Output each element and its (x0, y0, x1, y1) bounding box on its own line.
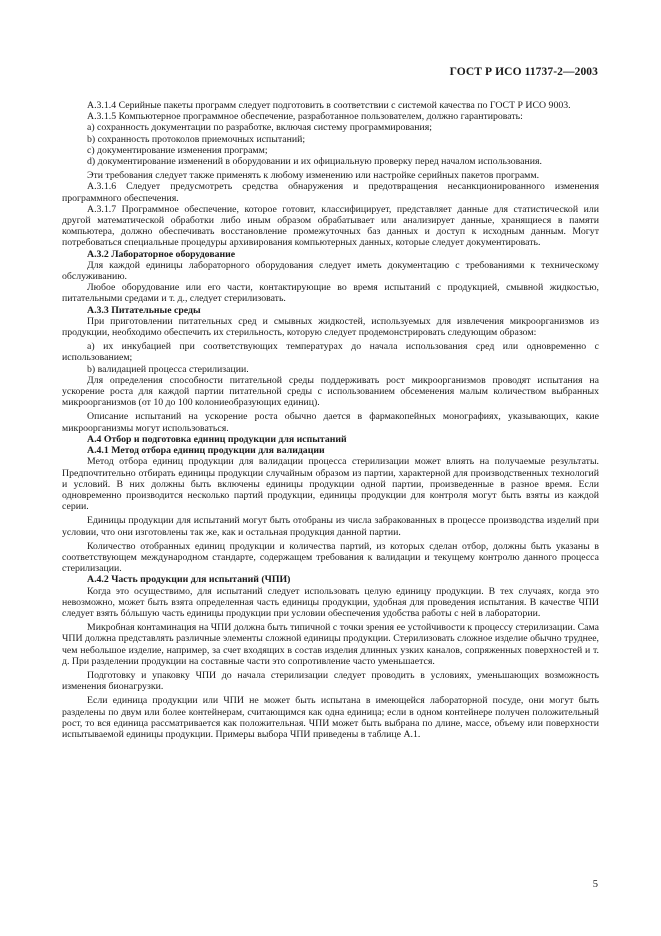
section-heading-a-4-1: А.4.1 Метод отбора единиц продукции для валидации (87, 445, 325, 457)
page-number: 5 (592, 879, 598, 890)
body-paragraph: При приготовлении питательных сред и смывных жидкостей, используемых для извлечения микроорганизмов из продукции, необходимо обеспечить их стерильность, которую следует продемонстрировать следующим образом: (62, 315, 599, 339)
body-paragraph: Метод отбора единиц продукции для валидации процесса стерилизации может влиять на получаемые результаты. Предпочтительно отбирать единицы продукции случайным образом из партии, характерной для производственных технологий и условий. В них должны быть включены единицы продукции одной партии, произведенные в разное время. Если одновременно производится несколько партий продукции, единицы продукции для контроля могут быть взяты из каждой серии. (62, 456, 599, 513)
body-paragraph: Когда это осуществимо, для испытаний следует использовать целую единицу продукции. В тех случаях, когда это невозможно, может быть взята определенная часть единицы продукции, удобная для проведения испытания. В качестве ЧПИ следует взять бóльшую часть единицы продукции при условии обеспечения удобства работы с ней в лаборатории. (62, 585, 599, 619)
list-item-b: b) валидацией процесса стерилизации. (87, 363, 249, 375)
list-item-a: а) сохранность документации по разработке, включая систему программирования; (87, 122, 432, 134)
section-heading-a-4-2: А.4.2 Часть продукции для испытаний (ЧПИ) (87, 574, 291, 586)
standard-designation-header: ГОСТ Р ИСО 11737-2—2003 (449, 66, 598, 78)
clause-a-3-1-7: А.3.1.7 Программное обеспечение, которое готовит, классифицирует, представляет данные для статистической или другой математической обработки либо иным образом обрабатывает или анализирует данные, хранящиеся в памяти компьютера, должно обеспечивать восстановление промежуточных баз данных и доступ к исходным данным. Могут потребоваться специальные процедуры архивирования компьютерных данных, которые следует документировать. (62, 203, 599, 249)
body-paragraph: Для каждой единицы лабораторного оборудования следует иметь документацию с требованиями к техническому обслуживанию. (62, 259, 599, 283)
body-paragraph: Если единица продукции или ЧПИ не может быть испытана в имеющейся лабораторной посуде, они могут быть разделены по двум или более контейнерам, считающимся как одна единица; если в одном контейнере получен положительный рост, то вся единица рассматривается как положительная. ЧПИ может быть выбрана по длине, массе, объему или поверхности испытываемой единицы продукции. Примеры выбора ЧПИ приведены в таблице А.1. (62, 695, 599, 740)
body-paragraph: Для определения способности питательной среды поддерживать рост микроорганизмов проводят испытания на ускорение роста для каждой партии питательной среды с использованием обсеменения малым количеством выбранных микроорганизмов (от 10 до 100 колониеобразующих единиц). (62, 374, 599, 409)
clause-a-3-1-5: А.3.1.5 Компьютерное программное обеспечение, разработанное пользователем, должно гарантировать: (87, 111, 523, 123)
clause-a-3-1-4: А.3.1.4 Серийные пакеты программ следует подготовить в соответствии с системой качества по ГОСТ Р ИСО 9003. (87, 100, 571, 111)
body-paragraph: Количество отобранных единиц продукции и количества партий, из которых сделан отбор, должны быть указаны в соответствующем международном стандарте, содержащем требования к валидации и текущему контролю данного процесса стерилизации. (62, 540, 599, 575)
list-item-c: c) документирование изменения программ; (87, 144, 268, 156)
clause-a-3-1-6: А.3.1.6 Следует предусмотреть средства обнаружения и предотвращения несанкционированного изменения программного обеспечения. (62, 181, 599, 204)
body-paragraph: Единицы продукции для испытаний могут быть отобраны из числа забракованных в процессе производства изделий при условии, что они изготовлены так же, как и остальная продукция данной партии. (62, 515, 599, 538)
document-body (62, 100, 599, 740)
list-item-b: b) сохранность протоколов приемочных испытаний; (87, 133, 306, 145)
body-paragraph: Микробная контаминация на ЧПИ должна быть типичной с точки зрения ее устойчивости к процессу стерилизации. Сама ЧПИ должна представлять различные элементы сложной единицы продукции. Стерилизовать сложное изделие обычно труднее, чем небольшое изделие, например, за счет входящих в состав изделия длинных узких каналов, сопряженных поверхностей и т. д. При разделении продукции на составные части это сопротивление часто уменьшается. (62, 622, 599, 667)
body-paragraph: Эти требования следует также применять к любому изменению или настройке серийных пакетов программ. (87, 170, 540, 182)
list-item-a: а) их инкубацией при соответствующих температурах до начала использования сред или одновременно с использованием; (62, 341, 599, 364)
section-heading-a-3-2: А.3.2 Лабораторное оборудование (87, 248, 236, 260)
body-paragraph: Описание испытаний на ускорение роста обычно дается в фармакопейных монографиях, указывающих, какие микроорганизмы могут использоваться. (62, 411, 599, 434)
body-paragraph: Любое оборудование или его части, контактирующие во время испытаний с продукцией, смывной жидкостью, питательными средами и т. д., следует стерилизовать. (62, 282, 599, 305)
body-paragraph: Подготовку и упаковку ЧПИ до начала стерилизации следует проводить в условиях, уменьшающих возможность изменения бионагрузки. (62, 669, 599, 693)
section-heading-a-4: А.4 Отбор и подготовка единиц продукции для испытаний (87, 433, 347, 445)
section-heading-a-3-3: А.3.3 Питательные среды (87, 304, 201, 316)
list-item-d: d) документирование изменений в оборудовании и их официальную проверку перед началом использования. (87, 156, 542, 168)
